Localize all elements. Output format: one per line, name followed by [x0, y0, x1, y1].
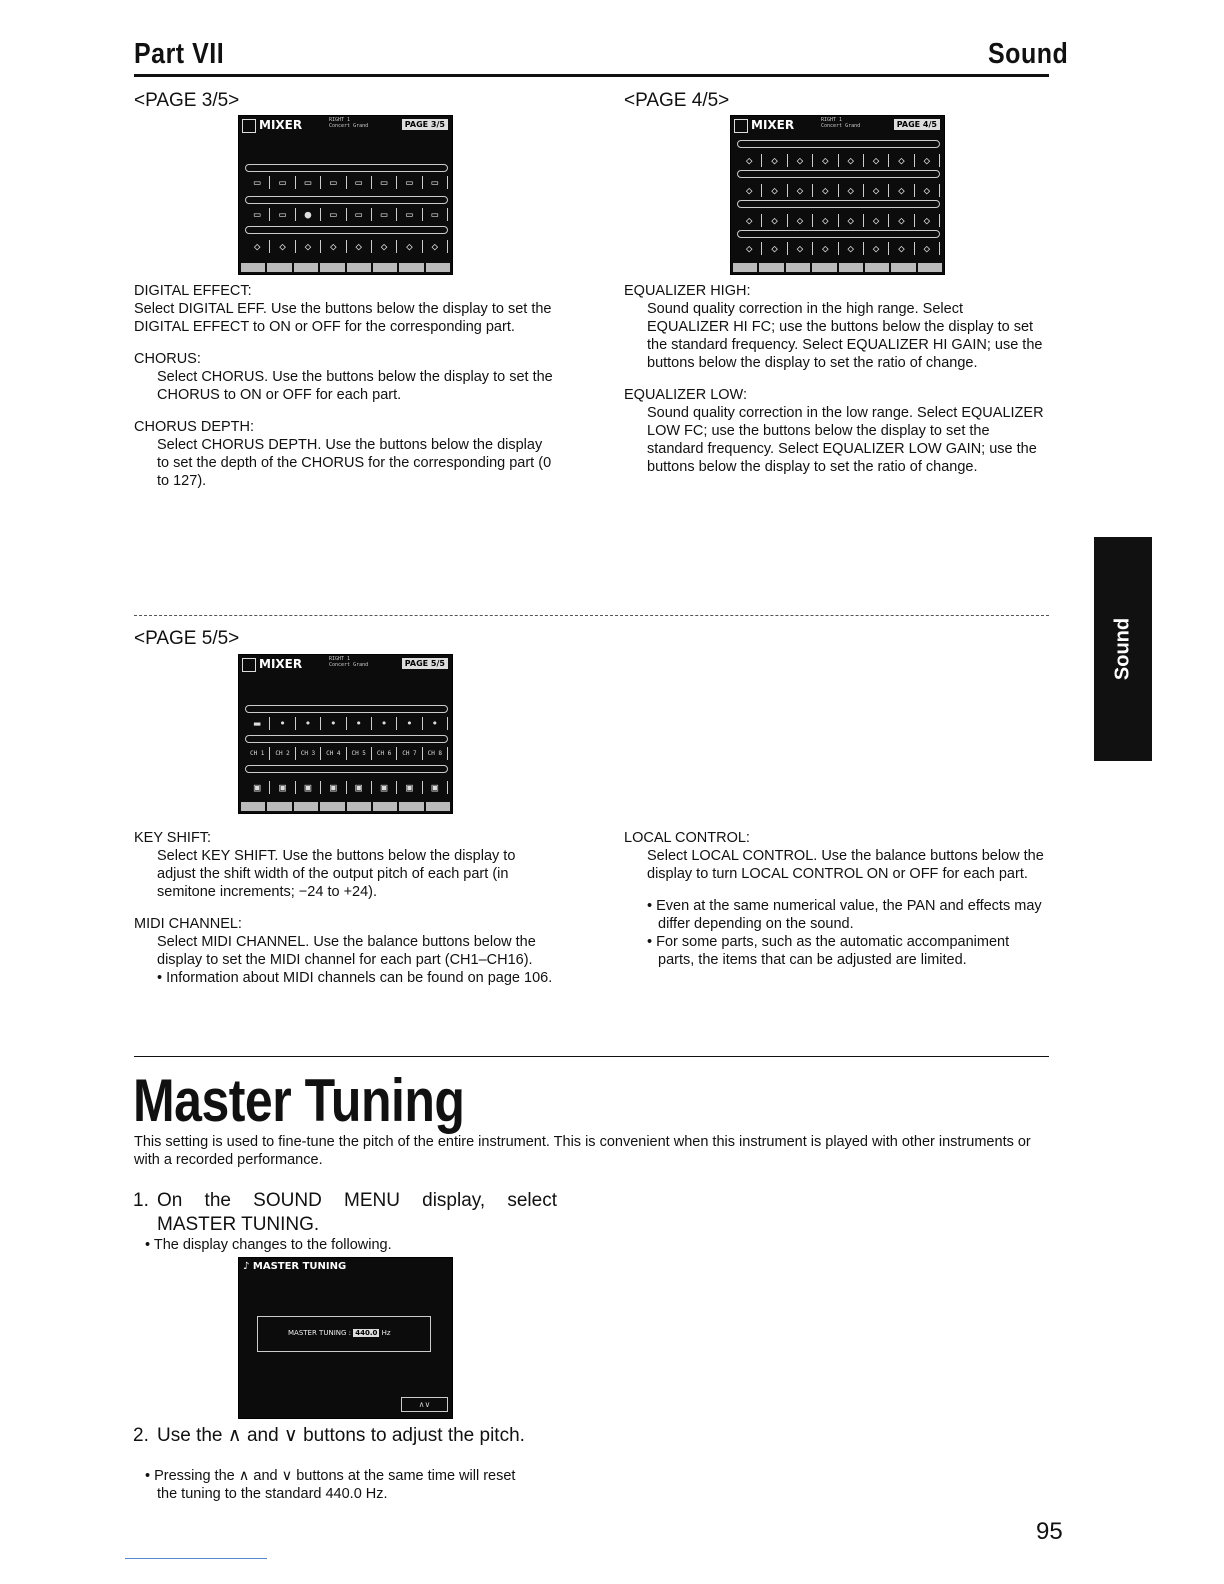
step2-bullet-line1: • Pressing the ∧ and ∨ buttons at the same time will reset	[145, 1468, 516, 1484]
key-shift-head: KEY SHIFT:	[134, 830, 212, 846]
master-rule	[134, 1056, 1049, 1057]
digital-effect-body: Select DIGITAL EFF. Use the buttons below the display to set the DIGITAL EFFECT to ON or OFF for the corresponding part.	[134, 301, 552, 335]
up-down-icon: ∧∨	[401, 1397, 448, 1412]
master-tuning-title: Master Tuning	[133, 1067, 465, 1135]
step2-number: 2.	[133, 1425, 149, 1446]
step2-text: Use the ∧ and ∨ buttons to adjust the pitch.	[157, 1425, 525, 1446]
midi-channel-head: MIDI CHANNEL:	[134, 916, 242, 932]
section-label: Sound	[988, 37, 1069, 71]
midi-channel-bullet: • Information about MIDI channels can be found on page 106.	[157, 970, 553, 986]
page4-screen: MIXER RIGHT 1 Concert Grand PAGE 4/5 ◇ ◇ ◇ ◇ ◇ ◇ ◇ ◇ ◇ ◇ ◇ ◇ ◇ ◇ ◇ ◇ ◇ ◇ ◇ ◇ ◇ ◇ ◇ ◇ ◇ ◇ ◇ ◇ ◇ ◇ ◇ ◇	[730, 115, 945, 275]
master-tuning-screen: ♪ MASTER TUNING MASTER TUNING : 440.0 Hz ∧∨	[238, 1257, 453, 1419]
step1-number: 1.	[133, 1190, 149, 1211]
section-divider	[134, 615, 1049, 616]
part-label: Part VII	[134, 37, 225, 71]
note-bullet-1: • Even at the same numerical value, the PAN and effects may differ depending on the sound.	[647, 898, 1042, 932]
page5-screen: MIXER RIGHT 1 Concert Grand PAGE 5/5 ▬ • • • • • • • CH 1 CH 2 CH 3 CH 4 CH 5 CH 6 CH 7 CH 8 ▣ ▣ ▣ ▣ ▣ ▣ ▣ ▣	[238, 654, 453, 814]
master-intro: This setting is used to fine-tune the pitch of the entire instrument. This is convenient when this instrument is played with other instruments or with a recorded performance.	[134, 1134, 1031, 1168]
page5-label: <PAGE 5/5>	[134, 628, 240, 649]
key-shift-body: Select KEY SHIFT. Use the buttons below the display to adjust the shift width of the output pitch of each part (in semitone increments; −24 to +24).	[157, 848, 516, 900]
tuning-fork-icon: ♪	[243, 1261, 250, 1272]
page5-left-text	[134, 829, 556, 987]
chorus-body: Select CHORUS. Use the buttons below the display to set the CHORUS to ON or OFF for each part.	[157, 369, 553, 403]
page5-right-text	[624, 829, 1049, 969]
footer-line	[125, 1558, 267, 1559]
chorus-head: CHORUS:	[134, 351, 201, 367]
side-tab: Sound	[1094, 537, 1152, 761]
eq-high-body: Sound quality correction in the high range. Select EQUALIZER HI FC; use the buttons below the display to set the standard frequency. Select EQUALIZER HI GAIN; use the buttons below the display to set the ratio of change.	[647, 301, 1043, 371]
local-control-head: LOCAL CONTROL:	[624, 830, 750, 846]
eq-low-body: Sound quality correction in the low range. Select EQUALIZER LOW FC; use the buttons below the display to set the standard frequency. Select EQUALIZER LOW GAIN; use the buttons below the display to set the ratio of change.	[647, 405, 1044, 475]
mixer-icon	[734, 119, 748, 133]
eq-high-head: EQUALIZER HIGH:	[624, 283, 751, 299]
local-control-body: Select LOCAL CONTROL. Use the balance buttons below the display to turn LOCAL CONTROL ON or OFF for each part.	[647, 848, 1044, 882]
page3-screen: MIXER RIGHT 1 Concert Grand PAGE 3/5 ▭ ▭ ▭ ▭ ▭ ▭ ▭ ▭ ▭ ▭ ● ▭ ▭ ▭ ▭ ▭ ◇ ◇ ◇ ◇ ◇ ◇ ◇ ◇	[238, 115, 453, 275]
chorus-depth-body: Select CHORUS DEPTH. Use the buttons below the display to set the depth of the CHORUS for the corresponding part (0 to 127).	[157, 437, 552, 489]
page4-label: <PAGE 4/5>	[624, 90, 730, 111]
mixer-icon	[242, 119, 256, 133]
step2-bullet-line2: the tuning to the standard 440.0 Hz.	[157, 1486, 388, 1502]
mixer-icon	[242, 658, 256, 672]
page-number: 95	[1036, 1518, 1063, 1545]
step1-line2: MASTER TUNING.	[157, 1214, 320, 1235]
page3-label: <PAGE 3/5>	[134, 90, 240, 111]
step1-line1: On the SOUND MENU display, select	[157, 1190, 557, 1211]
chorus-depth-head: CHORUS DEPTH:	[134, 419, 255, 435]
digital-effect-head: DIGITAL EFFECT:	[134, 283, 252, 299]
step1-bullet: • The display changes to the following.	[145, 1237, 392, 1253]
note-bullet-2: • For some parts, such as the automatic accompaniment parts, the items that can be adjusted are limited.	[647, 934, 1010, 968]
page4-text	[624, 282, 1049, 476]
page3-text	[134, 282, 556, 490]
header-rule	[134, 74, 1049, 77]
eq-low-head: EQUALIZER LOW:	[624, 387, 748, 403]
midi-channel-body: Select MIDI CHANNEL. Use the balance buttons below the display to set the MIDI channel for each part (CH1–CH16).	[157, 934, 536, 968]
